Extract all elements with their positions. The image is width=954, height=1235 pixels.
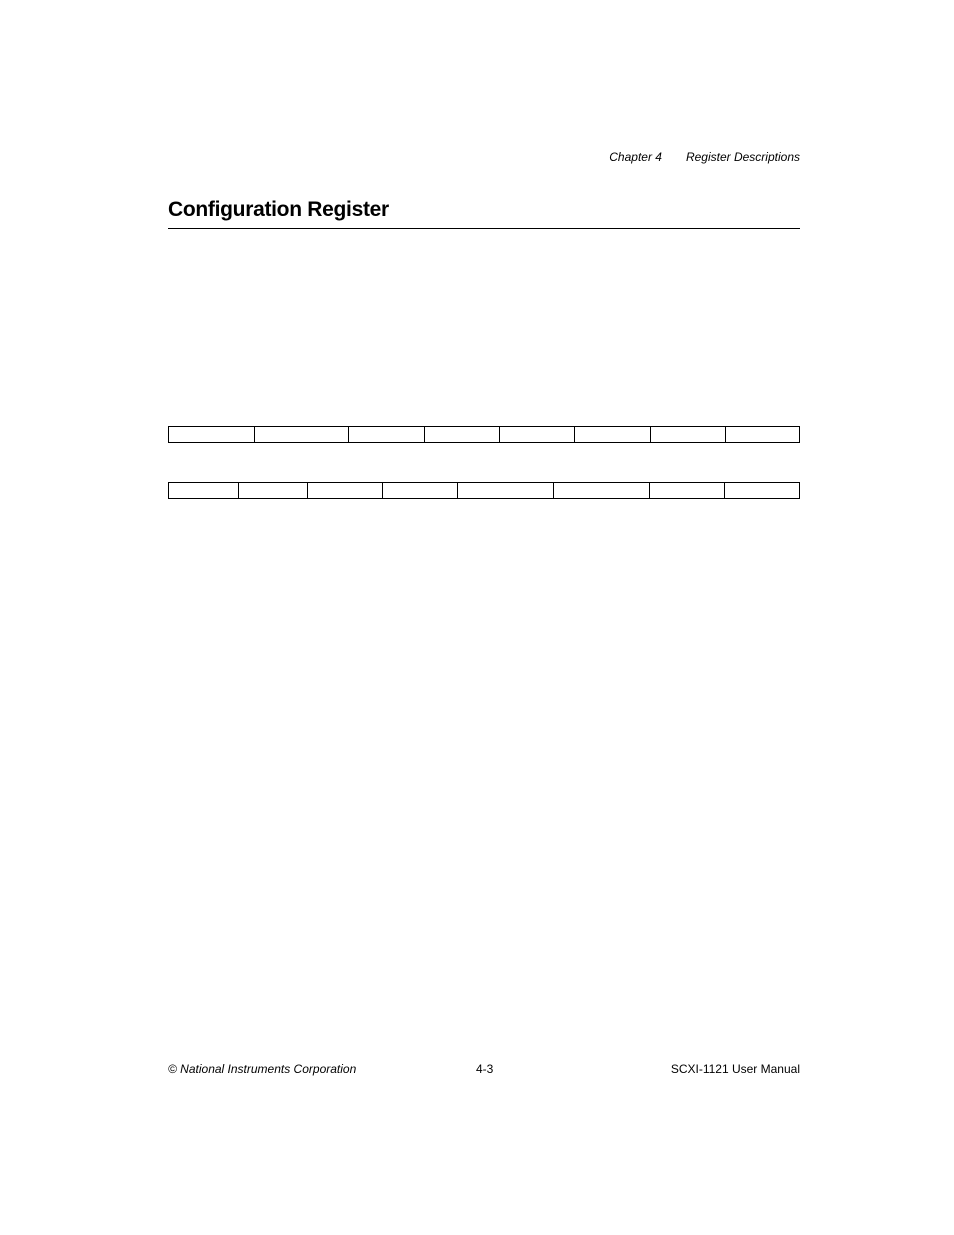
register-cell	[425, 427, 500, 442]
register-cell	[308, 483, 383, 498]
register-cell	[725, 483, 799, 498]
footer-page-number: 4-3	[476, 1062, 494, 1076]
register-cell	[554, 483, 650, 498]
register-cell	[726, 427, 799, 442]
header-chapter: Chapter 4	[609, 150, 662, 164]
register-cell	[575, 427, 651, 442]
register-cell	[651, 427, 726, 442]
footer-manual-title: SCXI-1121 User Manual	[670, 1062, 800, 1076]
running-header	[609, 150, 800, 164]
register-cell	[349, 427, 425, 442]
header-section: Register Descriptions	[685, 150, 800, 164]
register-cell	[169, 483, 239, 498]
register-cell	[169, 427, 255, 442]
register-row-high	[168, 426, 800, 443]
register-row-low	[168, 482, 800, 499]
register-cell	[500, 427, 575, 442]
section-title: Configuration Register	[168, 198, 389, 221]
register-cell	[239, 483, 308, 498]
title-rule	[168, 228, 800, 229]
register-cell	[255, 427, 349, 442]
footer-copyright: © National Instruments Corporation	[168, 1062, 357, 1076]
register-cell	[383, 483, 458, 498]
register-cell	[458, 483, 554, 498]
register-cell	[650, 483, 725, 498]
